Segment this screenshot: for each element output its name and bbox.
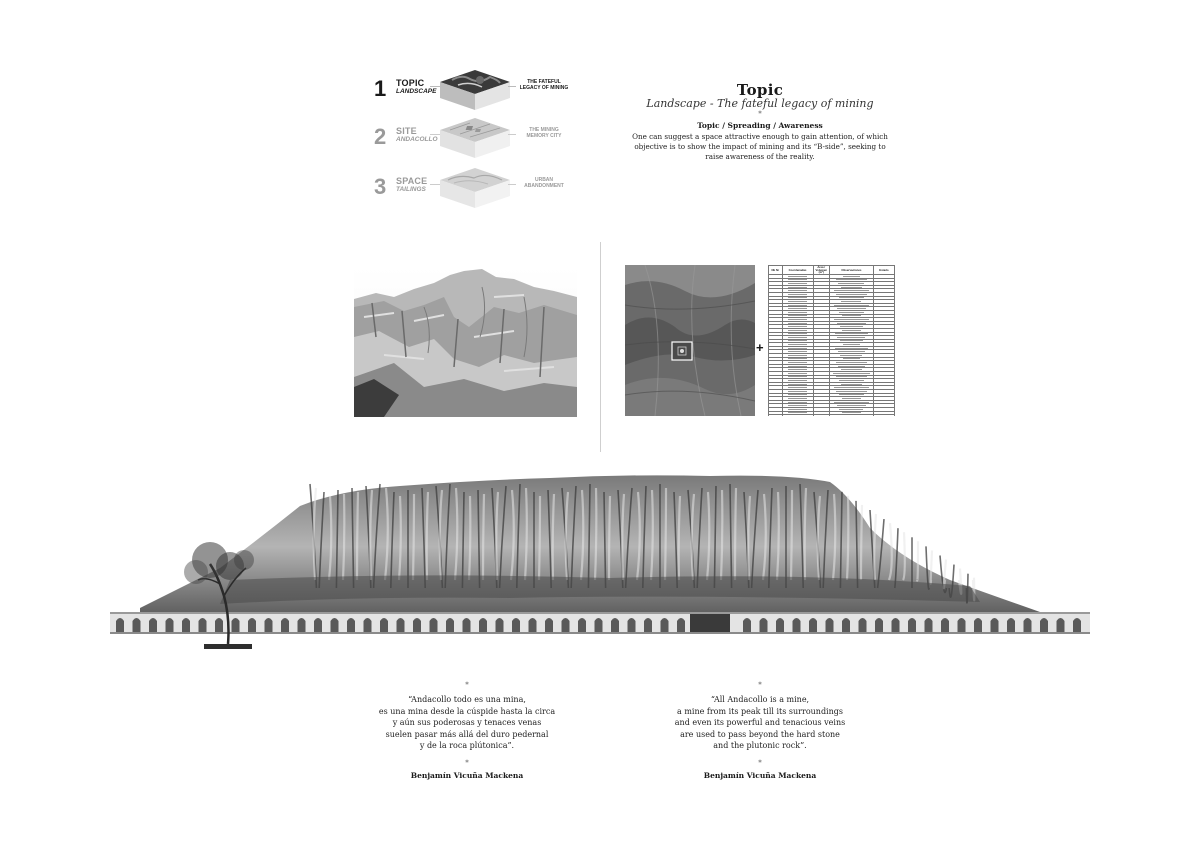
step-3-subtitle: TAILINGS — [396, 186, 426, 193]
step-3-desc-line2: ABANDONMENT — [524, 183, 564, 189]
topic-marker: * — [758, 110, 762, 118]
table-cell — [830, 415, 874, 416]
table-cell — [782, 415, 813, 416]
table-header-row — [769, 266, 895, 275]
table-cell — [769, 415, 783, 416]
tailings-panorama — [110, 468, 1090, 658]
table-header-cell: Área / Volumen (m³) — [813, 266, 830, 275]
step-3-title: SPACE — [396, 176, 428, 186]
step-3-desc — [514, 177, 574, 189]
step-1-desc-line1: THE FATEFUL — [527, 79, 561, 85]
table-header-cell: Nb Nr — [769, 266, 783, 275]
table-cell — [873, 415, 894, 416]
step-2-site-block-icon — [440, 118, 510, 162]
vertical-divider — [600, 242, 601, 452]
topic-keywords: Topic / Spreading / Awareness — [697, 121, 823, 130]
table-cell — [813, 415, 830, 416]
table-row — [769, 415, 895, 416]
table-header-cell: Observaciones — [830, 266, 874, 275]
quote-en-asterisk-top: * — [758, 681, 762, 689]
table-body — [769, 275, 895, 417]
step-1-desc-line2: LEGACY OF MINING — [519, 85, 569, 91]
topic-body: One can suggest a space attractive enough to gain attention, of which objective is to show the impact of mining and its “B-side”, seeking to raise awareness of the reality. — [632, 132, 888, 161]
wall-dark-gate — [690, 614, 730, 632]
step-2-subtitle: ANDACOLLO — [396, 136, 438, 143]
topic-subheading: Landscape - The fateful legacy of mining — [646, 97, 874, 110]
step-2 — [372, 118, 572, 162]
table-header-cell: Coordenadas — [782, 266, 813, 275]
step-1-number: 1 — [374, 76, 387, 101]
rock-cliff-photo — [354, 267, 577, 417]
step-1 — [372, 70, 572, 114]
step-3 — [372, 166, 572, 214]
step-1-terrain-block-icon — [440, 70, 510, 114]
step-2-title: SITE — [396, 126, 417, 136]
quote-en-author: Benjamín Vicuña Mackena — [703, 771, 817, 780]
quote-es-author: Benjamín Vicuña Mackena — [410, 771, 524, 780]
step-1-subtitle: LANDSCAPE — [396, 88, 437, 95]
table-header-cell: Estado — [873, 266, 894, 275]
mine-data-table — [768, 265, 895, 416]
topic-heading: Topic — [736, 81, 784, 99]
step-1-title: TOPIC — [396, 78, 425, 88]
step-2-desc-line1: THE MINING — [529, 127, 559, 133]
quote-en-asterisk-bottom: * — [758, 759, 762, 767]
quote-english: “All Andacollo is a mine, a mine from its peak till its surroundings and even its powerful and tenacious veins are used to pass beyond the hard stone and the plutonic rock”. — [674, 695, 846, 750]
quote-es-asterisk-bottom: * — [465, 759, 469, 767]
step-2-desc — [514, 127, 574, 139]
plus-sign: + — [756, 340, 764, 355]
step-list — [372, 70, 572, 220]
step-2-number: 2 — [374, 124, 387, 149]
aerial-site-map — [625, 265, 755, 416]
quote-es-asterisk-top: * — [465, 681, 469, 689]
quote-spanish: “Andacollo todo es una mina, es una mina desde la cúspide hasta la circa y aún sus poderosas y tenaces venas suelen pasar más allá del duro pedernal y de la roca plútonica”. — [378, 695, 556, 750]
step-3-tailings-block-icon — [440, 168, 510, 212]
step-2-desc-line2: MEMORY CITY — [526, 133, 562, 139]
mine-table — [768, 265, 895, 416]
step-1-desc — [514, 79, 574, 91]
step-3-desc-line1: URBAN — [534, 177, 554, 183]
step-3-number: 3 — [374, 174, 387, 199]
